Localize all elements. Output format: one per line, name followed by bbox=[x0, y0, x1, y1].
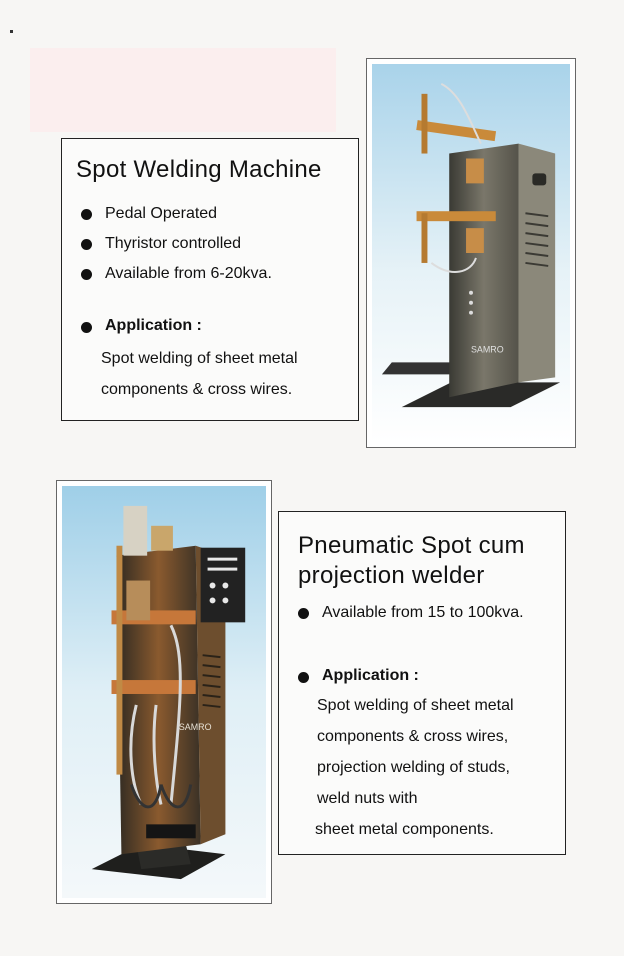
application-line: weld nuts with bbox=[317, 790, 418, 807]
pneumatic-welder-info-box bbox=[278, 511, 566, 855]
title-line: Pneumatic Spot cum bbox=[298, 532, 525, 559]
application-heading: Application : bbox=[296, 667, 419, 685]
application-line: projection welding of studs, bbox=[317, 759, 510, 776]
application-line: Spot welding of sheet metal bbox=[101, 350, 298, 367]
application-line: components & cross wires, bbox=[317, 728, 509, 745]
title-line: projection welder bbox=[298, 562, 485, 589]
brand-label: SAMRO bbox=[471, 344, 504, 355]
application-line: Spot welding of sheet metal bbox=[317, 697, 514, 714]
section-title bbox=[298, 531, 558, 591]
machine-illustration bbox=[372, 64, 570, 442]
pink-background-block bbox=[30, 48, 336, 132]
application-line: sheet metal components. bbox=[315, 821, 494, 838]
application-line: components & cross wires. bbox=[101, 381, 293, 398]
feature-list bbox=[296, 598, 524, 628]
list-item: Available from 15 to 100kva. bbox=[296, 598, 524, 628]
list-item: Thyristor controlled bbox=[79, 229, 272, 259]
section-title: Spot Welding Machine bbox=[76, 156, 322, 183]
feature-list bbox=[79, 199, 272, 289]
application-text bbox=[317, 690, 514, 845]
application-heading: Application : bbox=[79, 317, 202, 335]
corner-mark bbox=[10, 30, 13, 33]
list-item: Available from 6-20kva. bbox=[79, 259, 272, 289]
spot-welding-machine-photo bbox=[366, 58, 576, 448]
application-text bbox=[101, 343, 298, 405]
brand-label: SAMRO bbox=[178, 721, 212, 732]
list-item: Pedal Operated bbox=[79, 199, 272, 229]
pneumatic-welder-photo bbox=[56, 480, 272, 904]
machine-illustration bbox=[62, 486, 266, 898]
spot-welding-info-box bbox=[61, 138, 359, 421]
